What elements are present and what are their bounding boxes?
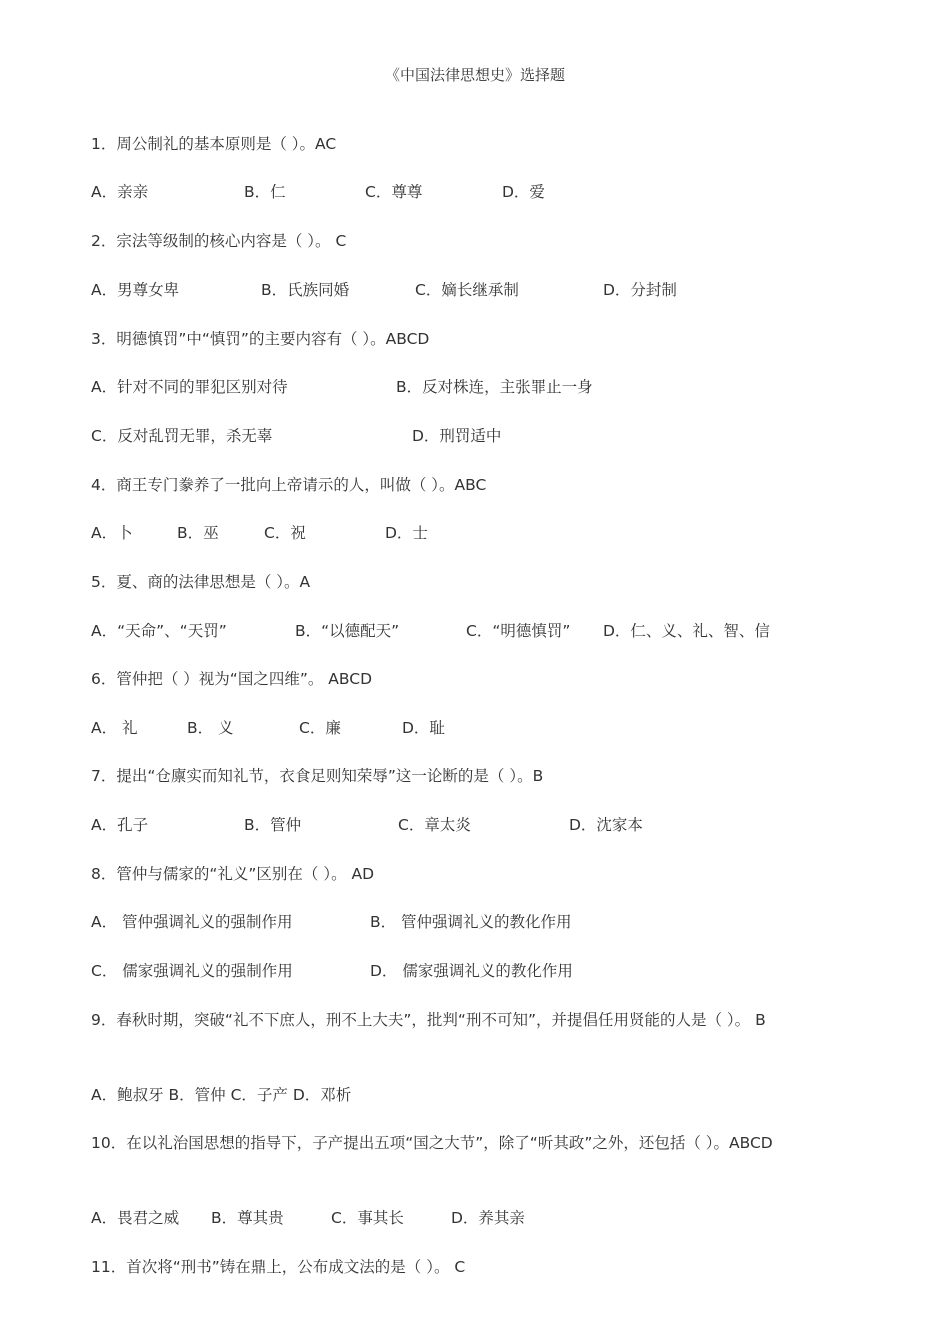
- question-4: 4．商王专门豢养了一批向上帝请示的人，叫做（ ）。ABC: [91, 476, 487, 494]
- option-b: B． 管仲强调礼义的教化作用: [370, 913, 572, 931]
- option-a: A．卜: [91, 524, 133, 542]
- option-d: D．刑罚适中: [412, 427, 502, 445]
- question-5: 5．夏、商的法律思想是（ ）。A: [91, 573, 311, 591]
- option-b: B． 义: [187, 719, 234, 737]
- option-c: C．事其长: [331, 1209, 404, 1227]
- options-row: [91, 423, 911, 449]
- option-d: D．仁、义、礼、智、信: [603, 622, 770, 640]
- options-row: [91, 715, 911, 741]
- document-title: 《中国法律思想史》选择题: [384, 66, 565, 84]
- question-2: 2．宗法等级制的核心内容是（ ）。 C: [91, 232, 347, 250]
- option-b: B．氏族同婚: [261, 281, 350, 299]
- option-d: D．士: [385, 524, 428, 542]
- option-c: C．尊尊: [365, 183, 423, 201]
- option-d: D． 儒家强调礼义的教化作用: [370, 962, 573, 980]
- option-d: D．分封制: [603, 281, 677, 299]
- option-a: A．畏君之威: [91, 1209, 180, 1227]
- options-row: [91, 520, 911, 546]
- option-c: C．祝: [264, 524, 306, 542]
- option-b: B．尊其贵: [211, 1209, 284, 1227]
- options-row: [91, 1082, 911, 1108]
- option-c: C．反对乱罚无罪，杀无辜: [91, 427, 273, 445]
- option-d: D．爱: [502, 183, 545, 201]
- options-row: [91, 958, 911, 984]
- options-row: [91, 909, 911, 935]
- option-a: A．“天命”、“天罚”: [91, 622, 227, 640]
- option-a: A．孔子: [91, 816, 149, 834]
- option-a: A．亲亲: [91, 183, 149, 201]
- option-a: A．针对不同的罪犯区别对待: [91, 378, 288, 396]
- question-7: 7．提出“仓廪实而知礼节，衣食足则知荣辱”这一论断的是（ ）。B: [91, 767, 544, 785]
- options-row: [91, 179, 911, 205]
- option-c: C．廉: [299, 719, 341, 737]
- options-row: [91, 277, 911, 303]
- options-row: [91, 1205, 911, 1231]
- option-a: A． 管仲强调礼义的强制作用: [91, 913, 293, 931]
- option-a: A．男尊女卑: [91, 281, 180, 299]
- option-d: D．耻: [402, 719, 445, 737]
- option-c: C．“明德慎罚”: [466, 622, 571, 640]
- option-a: A． 礼: [91, 719, 138, 737]
- question-9: 9．春秋时期，突破“礼不下庶人，刑不上大夫”，批判“刑不可知”，并提倡任用贤能的人是（ ）。 B: [91, 1011, 766, 1029]
- options-row: [91, 618, 911, 644]
- option-d: D．养其亲: [451, 1209, 525, 1227]
- question-1: 1．周公制礼的基本原则是（ ）。AC: [91, 135, 337, 153]
- option-c: C．嫡长继承制: [415, 281, 519, 299]
- question-8: 8．管仲与儒家的“礼义”区别在（ ）。 AD: [91, 865, 375, 883]
- question-10: 10．在以礼治国思想的指导下，子产提出五项“国之大节”，除了“听其政”之外，还包括（ ）。ABCD: [91, 1134, 773, 1152]
- options-row: [91, 812, 911, 838]
- option-b: B．反对株连，主张罪止一身: [396, 378, 593, 396]
- options-row: [91, 374, 911, 400]
- option-b: B．仁: [244, 183, 286, 201]
- option-d: D．沈家本: [569, 816, 643, 834]
- option-line: A．鲍叔牙 B．管仲 C．子产 D．邓析: [91, 1086, 352, 1104]
- option-b: B．巫: [177, 524, 219, 542]
- option-b: B．管仲: [244, 816, 302, 834]
- question-11: 11．首次将“刑书”铸在鼎上，公布成文法的是（ ）。 C: [91, 1258, 466, 1276]
- option-c: C． 儒家强调礼义的强制作用: [91, 962, 293, 980]
- question-6: 6．管仲把（ ）视为“国之四维”。 ABCD: [91, 670, 372, 688]
- option-b: B．“以德配天”: [295, 622, 400, 640]
- question-3: 3．明德慎罚”中“慎罚”的主要内容有（ ）。ABCD: [91, 330, 430, 348]
- option-c: C．章太炎: [398, 816, 471, 834]
